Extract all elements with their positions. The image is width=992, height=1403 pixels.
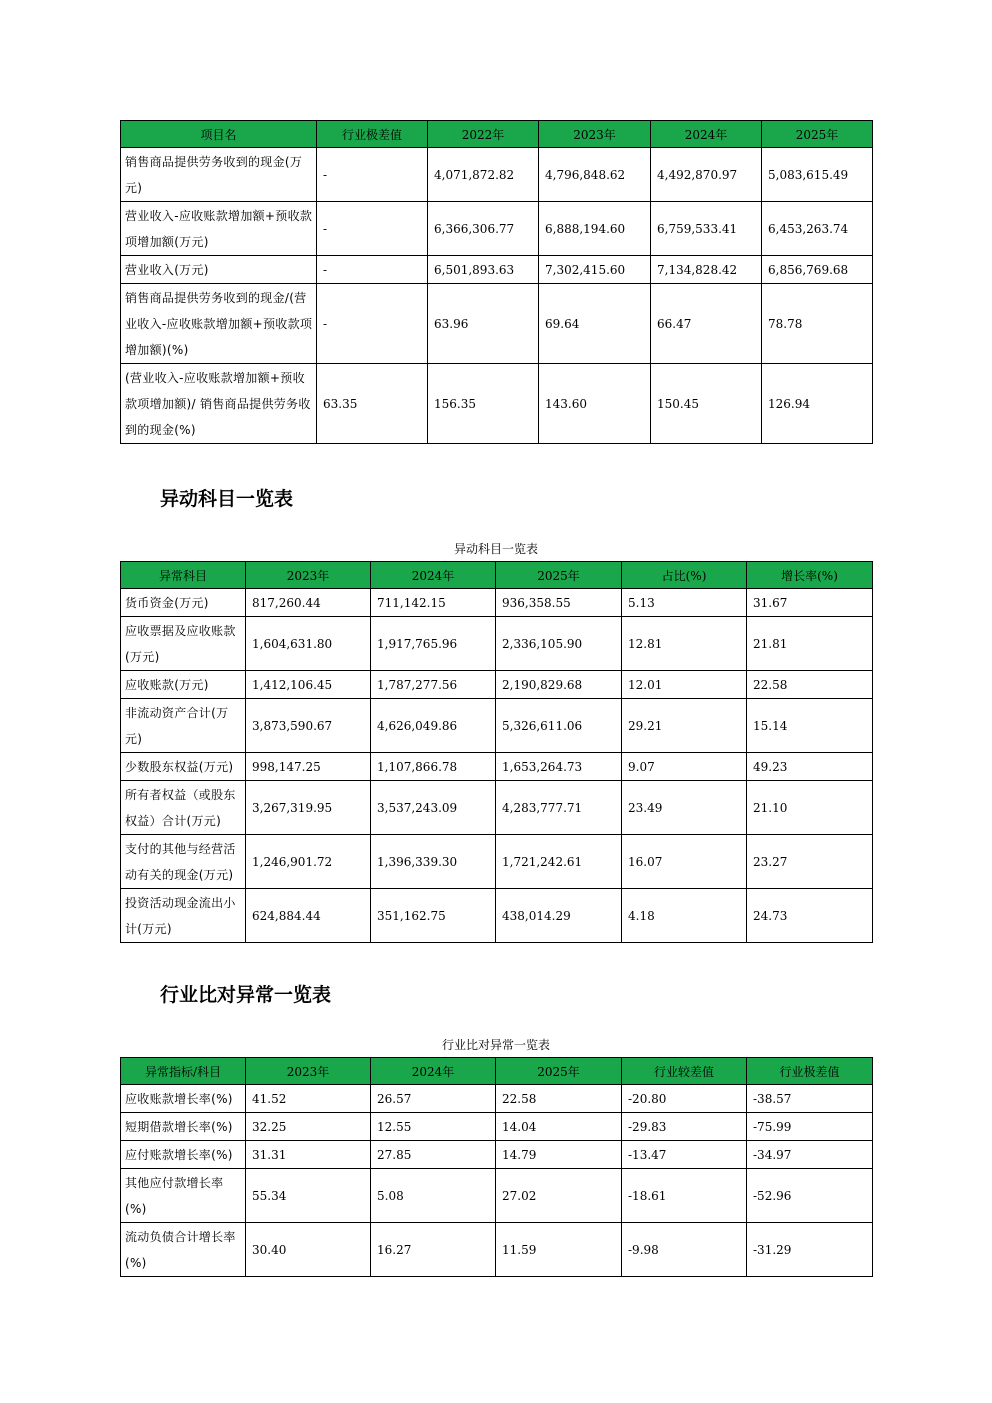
table-cell: 4,283,777.71 — [496, 781, 622, 835]
table-header-row — [121, 121, 873, 148]
column-header: 2024年 — [651, 121, 762, 148]
table-row — [121, 256, 873, 284]
table-cell: -29.83 — [622, 1113, 747, 1141]
column-header: 行业极差值 — [747, 1058, 873, 1085]
section-heading-industry-comparison: 行业比对异常一览表 — [160, 984, 332, 1006]
row-label: 销售商品提供劳务收到的现金/(营业收入-应收账款增加额+预收款项增加额)(%) — [121, 284, 317, 364]
table-cell: 6,888,194.60 — [539, 202, 651, 256]
row-label: 非流动资产合计(万元) — [121, 699, 246, 753]
table-cell: 21.10 — [747, 781, 873, 835]
column-header: 异常指标/科目 — [121, 1058, 246, 1085]
table-row — [121, 753, 873, 781]
cash-flow-table — [120, 120, 873, 444]
table-row — [121, 617, 873, 671]
table-cell: 351,162.75 — [371, 889, 496, 943]
column-header: 2023年 — [246, 562, 371, 589]
table-cell: 1,787,277.56 — [371, 671, 496, 699]
table-cell: 817,260.44 — [246, 589, 371, 617]
table-row — [121, 284, 873, 364]
table-cell: -31.29 — [747, 1223, 873, 1277]
table-cell: 5,326,611.06 — [496, 699, 622, 753]
table-row — [121, 364, 873, 444]
table-cell: 12.81 — [622, 617, 747, 671]
table-cell: 78.78 — [762, 284, 873, 364]
table-header-row — [121, 562, 873, 589]
table-cell: 6,453,263.74 — [762, 202, 873, 256]
table-header-row — [121, 1058, 873, 1085]
table-cell: 69.64 — [539, 284, 651, 364]
table-cell: 711,142.15 — [371, 589, 496, 617]
row-label: 应付账款增长率(%) — [121, 1141, 246, 1169]
table-cell: 6,366,306.77 — [428, 202, 539, 256]
table-cell: 6,501,893.63 — [428, 256, 539, 284]
table-cell: 9.07 — [622, 753, 747, 781]
column-header: 行业较差值 — [622, 1058, 747, 1085]
table-cell: 1,721,242.61 — [496, 835, 622, 889]
table-cell: 32.25 — [246, 1113, 371, 1141]
table-row — [121, 1085, 873, 1113]
table-row — [121, 148, 873, 202]
column-header: 2024年 — [371, 1058, 496, 1085]
table-cell: 29.21 — [622, 699, 747, 753]
column-header: 异常科目 — [121, 562, 246, 589]
row-label: 投资活动现金流出小计(万元) — [121, 889, 246, 943]
table-cell: 1,917,765.96 — [371, 617, 496, 671]
table-cell: 3,537,243.09 — [371, 781, 496, 835]
table-cell: 63.35 — [317, 364, 428, 444]
table-cell: 16.07 — [622, 835, 747, 889]
table-caption: 异动科目一览表 — [453, 542, 538, 556]
table-cell: 27.02 — [496, 1169, 622, 1223]
table-cell: -38.57 — [747, 1085, 873, 1113]
table-cell: -18.61 — [622, 1169, 747, 1223]
column-header: 项目名 — [121, 121, 317, 148]
table-cell: 150.45 — [651, 364, 762, 444]
table-cell: 3,267,319.95 — [246, 781, 371, 835]
row-label: 应收票据及应收账款(万元) — [121, 617, 246, 671]
table-cell: 66.47 — [651, 284, 762, 364]
table-row — [121, 781, 873, 835]
row-label: 应收账款(万元) — [121, 671, 246, 699]
column-header: 2023年 — [539, 121, 651, 148]
table-row — [121, 1169, 873, 1223]
table-cell: 4,492,870.97 — [651, 148, 762, 202]
abnormal-items-table — [120, 561, 873, 943]
column-header: 2025年 — [762, 121, 873, 148]
row-label: 其他应付款增长率(%) — [121, 1169, 246, 1223]
table-cell: 15.14 — [747, 699, 873, 753]
table-cell: 1,604,631.80 — [246, 617, 371, 671]
table-cell: 23.27 — [747, 835, 873, 889]
column-header: 增长率(%) — [747, 562, 873, 589]
table-cell: 624,884.44 — [246, 889, 371, 943]
table-cell: 31.31 — [246, 1141, 371, 1169]
table-cell: - — [317, 202, 428, 256]
table-cell: 22.58 — [496, 1085, 622, 1113]
column-header: 2024年 — [371, 562, 496, 589]
table-cell: 5.13 — [622, 589, 747, 617]
table-row — [121, 589, 873, 617]
table-cell: -52.96 — [747, 1169, 873, 1223]
row-label: 支付的其他与经营活动有关的现金(万元) — [121, 835, 246, 889]
table-cell: 4,071,872.82 — [428, 148, 539, 202]
table-cell: 4.18 — [622, 889, 747, 943]
table-cell: 2,190,829.68 — [496, 671, 622, 699]
column-header: 2022年 — [428, 121, 539, 148]
row-label: (营业收入-应收账款增加额+预收款项增加额)/ 销售商品提供劳务收到的现金(%) — [121, 364, 317, 444]
table-cell: 12.01 — [622, 671, 747, 699]
table-cell: 16.27 — [371, 1223, 496, 1277]
table-cell: 5.08 — [371, 1169, 496, 1223]
table-cell: -13.47 — [622, 1141, 747, 1169]
table-cell: 438,014.29 — [496, 889, 622, 943]
table-cell: 6,856,769.68 — [762, 256, 873, 284]
table-cell: 55.34 — [246, 1169, 371, 1223]
table-cell: 26.57 — [371, 1085, 496, 1113]
table-cell: -20.80 — [622, 1085, 747, 1113]
table-cell: -9.98 — [622, 1223, 747, 1277]
table-cell: 4,796,848.62 — [539, 148, 651, 202]
table-cell: 1,396,339.30 — [371, 835, 496, 889]
table-cell: 41.52 — [246, 1085, 371, 1113]
table-cell: 6,759,533.41 — [651, 202, 762, 256]
table-row — [121, 202, 873, 256]
table-cell: 24.73 — [747, 889, 873, 943]
row-label: 销售商品提供劳务收到的现金(万元) — [121, 148, 317, 202]
row-label: 所有者权益（或股东权益）合计(万元) — [121, 781, 246, 835]
row-label: 应收账款增长率(%) — [121, 1085, 246, 1113]
table-cell: 63.96 — [428, 284, 539, 364]
table-row — [121, 671, 873, 699]
table-cell: 49.23 — [747, 753, 873, 781]
table-row — [121, 889, 873, 943]
table-row — [121, 1223, 873, 1277]
column-header: 2025年 — [496, 562, 622, 589]
table-cell: - — [317, 284, 428, 364]
table-caption: 行业比对异常一览表 — [441, 1038, 550, 1052]
table-cell: 21.81 — [747, 617, 873, 671]
table-cell: 1,107,866.78 — [371, 753, 496, 781]
table-cell: 14.04 — [496, 1113, 622, 1141]
table-cell: 936,358.55 — [496, 589, 622, 617]
table-cell: 126.94 — [762, 364, 873, 444]
table-cell: 1,653,264.73 — [496, 753, 622, 781]
row-label: 流动负债合计增长率(%) — [121, 1223, 246, 1277]
table-cell: -34.97 — [747, 1141, 873, 1169]
row-label: 货币资金(万元) — [121, 589, 246, 617]
table-row — [121, 1141, 873, 1169]
table-cell: - — [317, 148, 428, 202]
table-cell: 7,134,828.42 — [651, 256, 762, 284]
table-cell: 27.85 — [371, 1141, 496, 1169]
row-label: 少数股东权益(万元) — [121, 753, 246, 781]
industry-comparison-table — [120, 1057, 873, 1277]
table-row — [121, 1113, 873, 1141]
column-header: 占比(%) — [622, 562, 747, 589]
table-cell: 5,083,615.49 — [762, 148, 873, 202]
table-cell: 1,412,106.45 — [246, 671, 371, 699]
table-row — [121, 835, 873, 889]
row-label: 短期借款增长率(%) — [121, 1113, 246, 1141]
section-heading-abnormal-items: 异动科目一览表 — [160, 488, 294, 510]
table-cell: 12.55 — [371, 1113, 496, 1141]
column-header: 2025年 — [496, 1058, 622, 1085]
table-cell: -75.99 — [747, 1113, 873, 1141]
row-label: 营业收入-应收账款增加额+预收款项增加额(万元) — [121, 202, 317, 256]
column-header: 2023年 — [246, 1058, 371, 1085]
table-cell: 156.35 — [428, 364, 539, 444]
table-cell: 143.60 — [539, 364, 651, 444]
table-cell: 3,873,590.67 — [246, 699, 371, 753]
table-cell: 1,246,901.72 — [246, 835, 371, 889]
table-row — [121, 699, 873, 753]
table-cell: 23.49 — [622, 781, 747, 835]
table-cell: 998,147.25 — [246, 753, 371, 781]
table-cell: 31.67 — [747, 589, 873, 617]
table-cell: 4,626,049.86 — [371, 699, 496, 753]
table-cell: 11.59 — [496, 1223, 622, 1277]
table-cell: 22.58 — [747, 671, 873, 699]
column-header: 行业极差值 — [317, 121, 428, 148]
table-cell: 7,302,415.60 — [539, 256, 651, 284]
row-label: 营业收入(万元) — [121, 256, 317, 284]
table-cell: 14.79 — [496, 1141, 622, 1169]
table-cell: - — [317, 256, 428, 284]
table-cell: 2,336,105.90 — [496, 617, 622, 671]
table-cell: 30.40 — [246, 1223, 371, 1277]
